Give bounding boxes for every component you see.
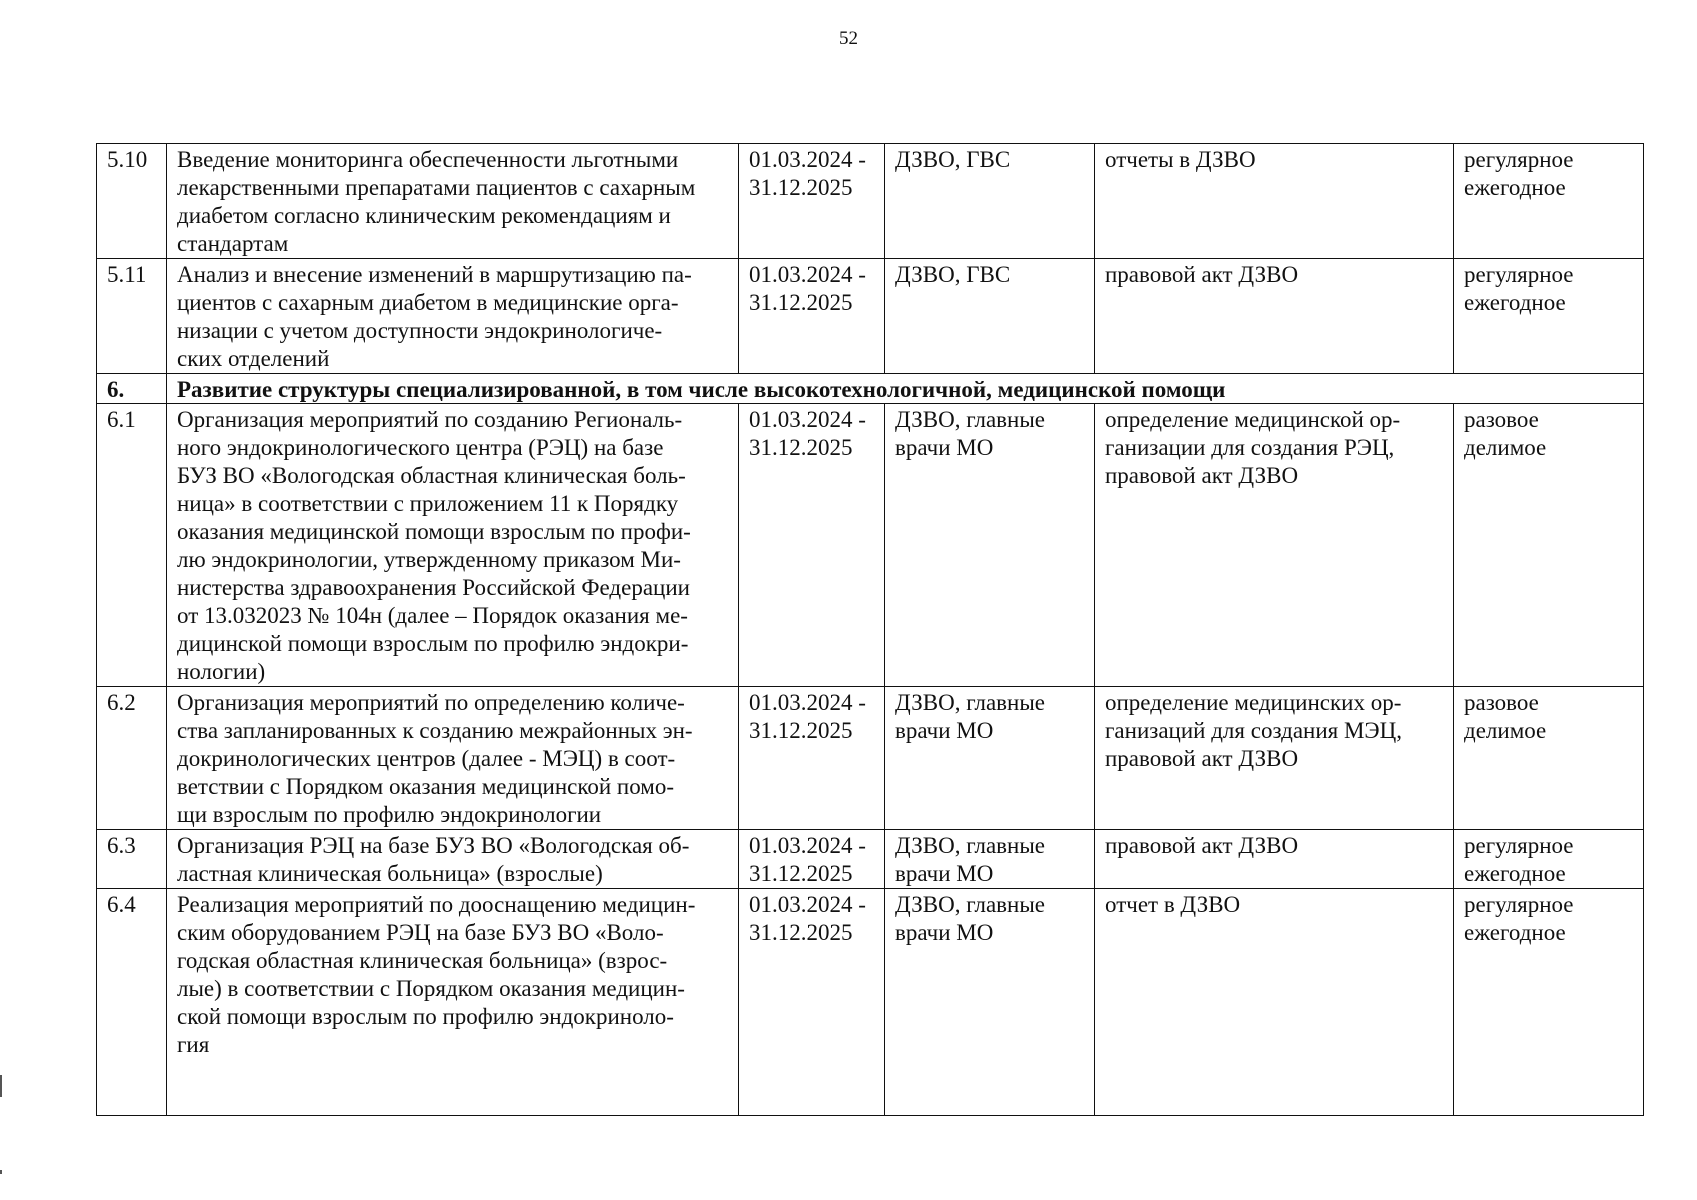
responsible-line: ДЗВО, главные bbox=[895, 407, 1046, 432]
activity-name-line: Организация мероприятий по определению количе- bbox=[177, 690, 685, 715]
activity-name-line: ства запланированных к созданию межрайонных эн- bbox=[177, 718, 693, 743]
frequency bbox=[1454, 259, 1644, 374]
responsible bbox=[885, 687, 1095, 830]
responsible-line: ДЗВО, ГВС bbox=[895, 147, 1011, 172]
frequency-line: разовое bbox=[1464, 407, 1539, 432]
expected-result-line: правовой акт ДЗВО bbox=[1105, 463, 1299, 488]
frequency-line: регулярное bbox=[1464, 892, 1574, 917]
expected-result-line: отчеты в ДЗВО bbox=[1105, 147, 1256, 172]
activity-name-line: нологии) bbox=[177, 659, 266, 684]
frequency-line: ежегодное bbox=[1464, 175, 1566, 200]
deadline-line: 01.03.2024 - bbox=[749, 262, 866, 287]
responsible-line: ДЗВО, ГВС bbox=[895, 262, 1011, 287]
frequency-line: регулярное bbox=[1464, 833, 1574, 858]
activity-name-line: низации с учетом доступности эндокринологиче- bbox=[177, 318, 663, 343]
table-row bbox=[97, 144, 1644, 259]
responsible-line: врачи МО bbox=[895, 435, 994, 460]
responsible bbox=[885, 259, 1095, 374]
deadline-line: 31.12.2025 bbox=[749, 861, 853, 886]
frequency bbox=[1454, 889, 1644, 1116]
section-heading-row bbox=[97, 374, 1644, 404]
expected-result bbox=[1095, 687, 1454, 830]
expected-result-line: определение медицинской ор- bbox=[1105, 407, 1401, 432]
activity-name-line: годская областная клиническая больница» (взрос- bbox=[177, 948, 668, 973]
expected-result-line: ганизации для создания РЭЦ, bbox=[1105, 435, 1395, 460]
frequency-line: делимое bbox=[1464, 435, 1547, 460]
expected-result bbox=[1095, 404, 1454, 687]
responsible-line: врачи МО bbox=[895, 861, 994, 886]
frequency-line: разовое bbox=[1464, 690, 1539, 715]
expected-result-line: правовой акт ДЗВО bbox=[1105, 833, 1299, 858]
table-row bbox=[97, 687, 1644, 830]
activity-name-line: диабетом согласно клиническим рекомендациям и bbox=[177, 203, 671, 228]
page-number: 52 bbox=[839, 28, 858, 49]
deadline-line: 31.12.2025 bbox=[749, 718, 853, 743]
activity-name bbox=[167, 144, 739, 259]
frequency-line: делимое bbox=[1464, 718, 1547, 743]
expected-result bbox=[1095, 889, 1454, 1116]
activity-name-line: ским оборудованием РЭЦ на базе БУЗ ВО «Воло- bbox=[177, 920, 664, 945]
frequency bbox=[1454, 830, 1644, 889]
expected-result-line: правовой акт ДЗВО bbox=[1105, 262, 1299, 287]
deadline-line: 01.03.2024 - bbox=[749, 690, 866, 715]
deadline-line: 01.03.2024 - bbox=[749, 833, 866, 858]
activity-name-line: ских отделений bbox=[177, 346, 330, 371]
item-number: 6.2 bbox=[97, 687, 167, 830]
section-number: 6. bbox=[97, 374, 167, 404]
activity-name-line: Введение мониторинга обеспеченности льготными bbox=[177, 147, 679, 172]
activity-name-line: нистерства здравоохранения Российской Федерации bbox=[177, 575, 690, 600]
activity-name-line: ного эндокринологического центра (РЭЦ) на базе bbox=[177, 435, 664, 460]
deadline-line: 31.12.2025 bbox=[749, 290, 853, 315]
activity-name-line: циентов с сахарным диабетом в медицинские орга- bbox=[177, 290, 679, 315]
activity-name-line: ветствии с Порядком оказания медицинской помо- bbox=[177, 774, 675, 799]
activity-name bbox=[167, 687, 739, 830]
deadline bbox=[739, 404, 885, 687]
plan-table-container bbox=[96, 143, 1643, 1116]
frequency-line: ежегодное bbox=[1464, 920, 1566, 945]
table-row bbox=[97, 830, 1644, 889]
item-number: 6.3 bbox=[97, 830, 167, 889]
deadline-line: 01.03.2024 - bbox=[749, 407, 866, 432]
frequency-line: регулярное bbox=[1464, 262, 1574, 287]
deadline-line: 31.12.2025 bbox=[749, 175, 853, 200]
activity-name-line: лю эндокринологии, утвержденному приказом Ми- bbox=[177, 547, 681, 572]
deadline bbox=[739, 144, 885, 259]
responsible bbox=[885, 404, 1095, 687]
activity-name-line: Реализация мероприятий по дооснащению медицин- bbox=[177, 892, 696, 917]
activity-name-line: стандартам bbox=[177, 231, 289, 256]
deadline bbox=[739, 830, 885, 889]
expected-result bbox=[1095, 830, 1454, 889]
item-number: 5.11 bbox=[97, 259, 167, 374]
expected-result-line: отчет в ДЗВО bbox=[1105, 892, 1241, 917]
expected-result-line: правовой акт ДЗВО bbox=[1105, 746, 1299, 771]
frequency-line: ежегодное bbox=[1464, 290, 1566, 315]
responsible bbox=[885, 889, 1095, 1116]
deadline bbox=[739, 259, 885, 374]
item-number: 6.4 bbox=[97, 889, 167, 1116]
activity-name-line: ница» в соответствии с приложением 11 к Порядку bbox=[177, 491, 679, 516]
plan-table bbox=[96, 143, 1644, 1116]
responsible-line: ДЗВО, главные bbox=[895, 690, 1046, 715]
activity-name-line: Организация РЭЦ на базе БУЗ ВО «Вологодская об- bbox=[177, 833, 690, 858]
activity-name bbox=[167, 830, 739, 889]
activity-name-line: ластная клиническая больница» (взрослые) bbox=[177, 861, 603, 886]
activity-name bbox=[167, 259, 739, 374]
expected-result-line: ганизаций для создания МЭЦ, bbox=[1105, 718, 1402, 743]
table-row bbox=[97, 259, 1644, 374]
activity-name-line: Анализ и внесение изменений в маршрутизацию па- bbox=[177, 262, 692, 287]
scan-edge-mark bbox=[0, 1170, 2, 1174]
responsible-line: ДЗВО, главные bbox=[895, 833, 1046, 858]
expected-result bbox=[1095, 144, 1454, 259]
frequency bbox=[1454, 404, 1644, 687]
responsible bbox=[885, 144, 1095, 259]
expected-result-line: определение медицинских ор- bbox=[1105, 690, 1402, 715]
frequency-line: ежегодное bbox=[1464, 861, 1566, 886]
activity-name-line: БУЗ ВО «Вологодская областная клиническая боль- bbox=[177, 463, 686, 488]
responsible-line: врачи МО bbox=[895, 920, 994, 945]
activity-name-line: дицинской помощи взрослым по профилю эндокри- bbox=[177, 631, 689, 656]
activity-name-line: докринологических центров (далее - МЭЦ) в соот- bbox=[177, 746, 676, 771]
item-number: 6.1 bbox=[97, 404, 167, 687]
deadline bbox=[739, 889, 885, 1116]
expected-result bbox=[1095, 259, 1454, 374]
activity-name-line: оказания медицинской помощи взрослым по профи- bbox=[177, 519, 691, 544]
scan-edge-mark bbox=[0, 1075, 2, 1097]
responsible-line: врачи МО bbox=[895, 718, 994, 743]
table-row bbox=[97, 404, 1644, 687]
deadline-line: 31.12.2025 bbox=[749, 920, 853, 945]
activity-name bbox=[167, 889, 739, 1116]
responsible-line: ДЗВО, главные bbox=[895, 892, 1046, 917]
activity-name-line: Организация мероприятий по созданию Региональ- bbox=[177, 407, 683, 432]
deadline-line: 01.03.2024 - bbox=[749, 892, 866, 917]
deadline bbox=[739, 687, 885, 830]
activity-name-line: щи взрослым по профилю эндокринологии bbox=[177, 802, 602, 827]
activity-name-line: гия bbox=[177, 1032, 210, 1057]
responsible bbox=[885, 830, 1095, 889]
deadline-line: 01.03.2024 - bbox=[749, 147, 866, 172]
frequency bbox=[1454, 687, 1644, 830]
activity-name-line: ской помощи взрослым по профилю эндокриноло- bbox=[177, 1004, 674, 1029]
frequency-line: регулярное bbox=[1464, 147, 1574, 172]
table-row bbox=[97, 889, 1644, 1116]
activity-name bbox=[167, 404, 739, 687]
item-number: 5.10 bbox=[97, 144, 167, 259]
activity-name-line: от 13.032023 № 104н (далее – Порядок оказания ме- bbox=[177, 603, 688, 628]
activity-name-line: лекарственными препаратами пациентов с сахарным bbox=[177, 175, 696, 200]
frequency bbox=[1454, 144, 1644, 259]
deadline-line: 31.12.2025 bbox=[749, 435, 853, 460]
section-title: Развитие структуры специализированной, в том числе высокотехнологичной, медицинской помощи bbox=[167, 374, 1644, 404]
activity-name-line: лые) в соответствии с Порядком оказания медицин- bbox=[177, 976, 685, 1001]
